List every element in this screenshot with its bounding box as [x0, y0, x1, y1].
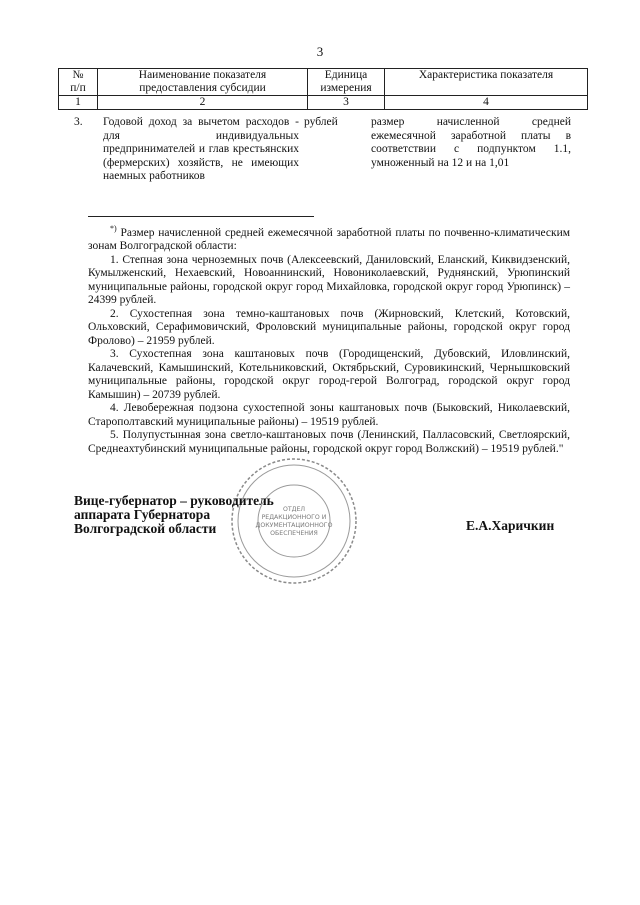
- row-indicator-name: Годовой доход за вычетом расходов - для индивидуальных предпринимателей и глав крестьянских (фермерских) хозяйств, не имеющих наемных работников: [103, 116, 299, 182]
- footnote-intro-text: Размер начисленной средней ежемесячной заработной платы по почвенно-климатическим зонам Волгоградской области:: [88, 226, 571, 253]
- row-unit: рублей: [304, 116, 338, 128]
- footnote-divider: [88, 216, 314, 217]
- header-cell: [98, 69, 308, 96]
- footnote-intro: [88, 222, 570, 254]
- header-num: № п/п: [70, 69, 86, 94]
- header-name: Наименование показателя предоставления субсидии: [138, 69, 267, 94]
- seal-line: РЕДАКЦИОННОГО И: [261, 514, 327, 521]
- signature-position-line: Вице-губернатор – руководитель: [74, 493, 274, 508]
- column-number: 3: [308, 96, 385, 110]
- footnote: [88, 222, 570, 456]
- signature-position: [74, 494, 274, 536]
- signer-name: Е.А.Харичкин: [466, 518, 555, 533]
- footnote-item: 1. Степная зона черноземных почв (Алексеевский, Даниловский, Еланский, Киквидзенский, Кумылженский, Нехаевский, Новоаннинский, Новониколаевский, Руднянский, Урюпинский муниципальные районы, городской округ город Михайловка, городской округ город Урюпинск) – 24399 рублей.: [88, 253, 570, 307]
- footnote-item: 5. Полупустынная зона светло-каштановых почв (Ленинский, Палласовский, Светлоярский, Среднеахтубинский муниципальные районы, городской округ город Волжский) – 19519 рублей.": [88, 429, 570, 455]
- signature-position-line: аппарата Губернатора: [74, 507, 211, 522]
- footnote-item: 3. Сухостепная зона каштановых почв (Городищенский, Дубовский, Иловлинский, Калачевский, Камышинский, Котельниковский, Октябрьский, Суровикинский, Чернышковский муниципальные районы, городской округ город-герой Волгоград, городской округ город Камышин) – 20739 рублей.: [88, 348, 570, 401]
- table-header-row: [59, 69, 588, 96]
- row-characteristic: размер начисленной средней ежемесячной заработной платы в соответствии с подпунктом 1.1, умноженный на 12 и на 1,01: [371, 116, 571, 169]
- footnote-item: 2. Сухостепная зона темно-каштановых почв (Жирновский, Клетский, Котовский, Ольховский, Серафимовичский, Фроловский муниципальные районы, городской округ город Фролово) – 21959 рублей.: [88, 307, 570, 347]
- seal-line: ОБЕСПЕЧЕНИЯ: [270, 530, 318, 537]
- header-characteristic: Характеристика показателя: [418, 69, 554, 81]
- row-number: 3.: [74, 116, 83, 128]
- page-number: 3: [316, 44, 324, 59]
- seal-line: ДОКУМЕНТАЦИОННОГО: [255, 522, 333, 529]
- table-column-numbers-row: [59, 96, 588, 110]
- signature-position-line: Волгоградской области: [74, 521, 217, 536]
- indicator-table: [58, 68, 588, 110]
- footnote-item: 4. Левобережная подзона сухостепной зоны каштановых почв (Быковский, Николаевский, Старополтавский муниципальные районы) – 19519 рублей.: [88, 402, 570, 428]
- footnote-mark: *): [110, 224, 117, 233]
- column-number: 1: [59, 96, 98, 110]
- header-unit: Единица измерения: [320, 69, 372, 94]
- seal-line: ОТДЕЛ: [282, 506, 306, 513]
- column-number: 2: [98, 96, 308, 110]
- header-cell: [385, 69, 588, 96]
- header-cell: [59, 69, 98, 96]
- column-number: 4: [385, 96, 588, 110]
- header-cell: [308, 69, 385, 96]
